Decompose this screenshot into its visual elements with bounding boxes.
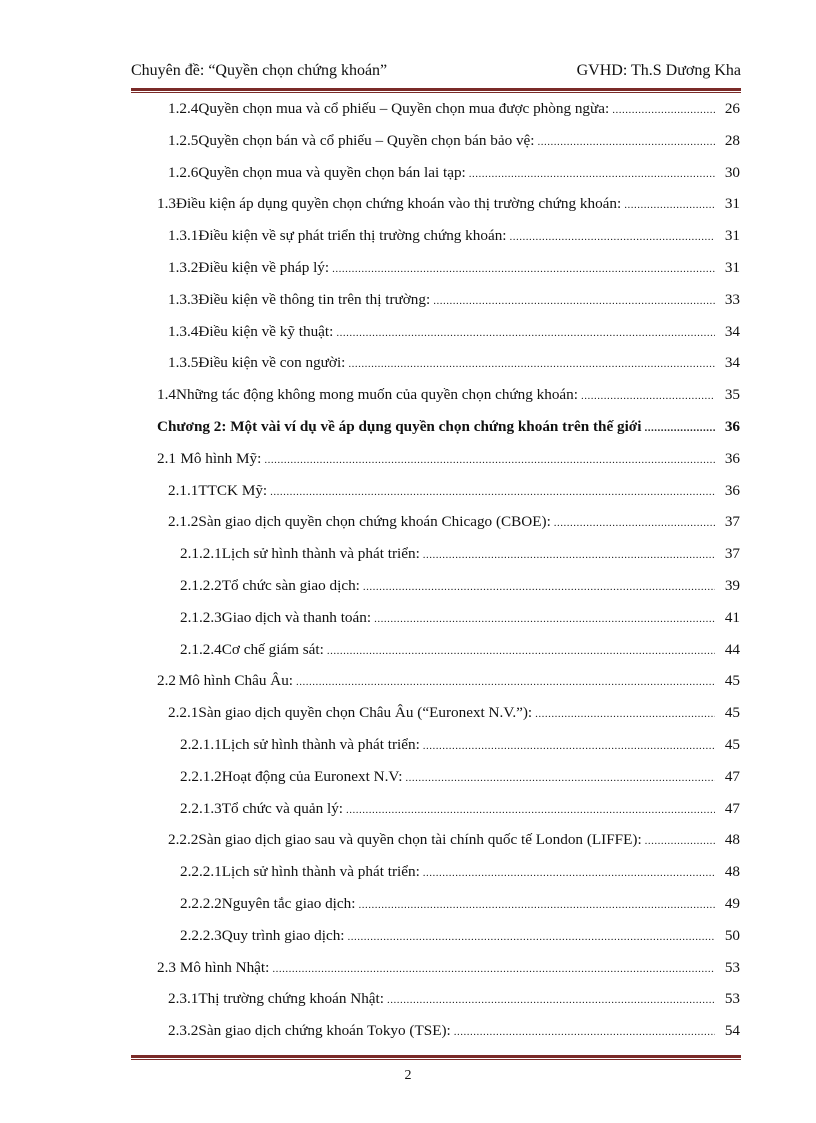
toc-entry-title: TTCK Mỹ: [198, 481, 268, 499]
page-header [131, 62, 741, 84]
header-topic: Chuyên đề: “Quyền chọn chứng khoán” [131, 62, 388, 79]
toc-entry[interactable] [180, 736, 740, 760]
toc-entry-number: 2.1.2 [168, 513, 199, 531]
toc-entry-title: Quyền chọn bán và cổ phiếu – Quyền chọn bán bảo vệ: [198, 131, 535, 149]
toc-entry-number: 2.2.1.2 [180, 767, 222, 785]
toc-entry-number: 2.1.2.1 [180, 545, 222, 563]
toc-entry-title: Sàn giao dịch quyền chọn Châu Âu (“Euronext N.V.”): [198, 704, 533, 722]
toc-entry[interactable] [180, 895, 740, 919]
toc-entry-leader-dots [535, 708, 715, 720]
toc-entry[interactable] [180, 545, 740, 569]
toc-entry-title: Thị trường chứng khoán Nhật: [198, 990, 384, 1008]
toc-entry-title: Mô hình Mỹ: [180, 449, 262, 467]
toc-entry-page: 26 [724, 100, 740, 117]
toc-entry[interactable] [168, 354, 740, 378]
toc-entry-title: Quyền chọn mua và quyền chọn bán lai tạp: [198, 163, 466, 181]
toc-entry-title: Điều kiện về sự phát triển thị trường chứng khoán: [198, 227, 507, 245]
toc-entry-number: 2.2.2 [168, 831, 199, 849]
toc-entry-leader-dots [612, 104, 715, 116]
toc-entry[interactable] [180, 609, 740, 633]
toc-entry-title: Sàn giao dịch chứng khoán Tokyo (TSE): [198, 1022, 451, 1040]
toc-entry-title: Hoạt động của Euronext N.V: [221, 767, 403, 785]
toc-entry[interactable] [168, 1022, 740, 1046]
toc-entry-page: 45 [724, 736, 740, 753]
toc-entry[interactable] [168, 164, 740, 188]
toc-entry-page: 45 [724, 672, 740, 690]
toc-entry-page: 33 [724, 290, 740, 308]
toc-entry-leader-dots [645, 835, 715, 847]
toc-entry[interactable] [157, 418, 740, 442]
toc-entry-leader-dots [510, 231, 715, 243]
toc-entry-number: 1.2.6 [168, 163, 199, 181]
toc-entry-leader-dots [272, 963, 715, 975]
toc-entry-page: 47 [724, 767, 740, 785]
toc-entry-leader-dots [332, 263, 715, 275]
toc-entry-page: 31 [724, 227, 740, 245]
toc-entry-number: 1.3.5 [168, 354, 199, 372]
toc-entry[interactable] [180, 577, 740, 601]
toc-entry-number: 2.3.2 [168, 1022, 199, 1040]
toc-entry-title: Mô hình Nhật: [179, 958, 270, 976]
toc-entry-title: Điều kiện áp dụng quyền chọn chứng khoán vào thị trường chứng khoán: [175, 195, 622, 213]
toc-entry[interactable] [168, 259, 740, 283]
toc-entry-title: Lịch sử hình thành và phát triển: [221, 545, 420, 563]
toc-entry-number: 1.2.4 [168, 100, 199, 117]
toc-entry-leader-dots [423, 740, 715, 752]
toc-entry-page: 50 [724, 926, 740, 944]
toc-entry[interactable] [157, 195, 740, 219]
toc-entry[interactable] [180, 927, 740, 951]
toc-entry-leader-dots [336, 327, 715, 339]
toc-entry[interactable] [157, 959, 740, 983]
toc-entry-leader-dots [581, 390, 715, 402]
toc-entry-title: Lịch sử hình thành và phát triển: [221, 736, 420, 753]
toc-entry-number: 2.2.1.3 [180, 799, 222, 817]
toc-entry-page: 37 [724, 545, 740, 563]
toc-entry-page: 48 [724, 863, 740, 881]
toc-entry-number: 1.2.5 [168, 131, 199, 149]
toc-entry-number: 2.1.2.2 [180, 577, 222, 594]
toc-entry[interactable] [157, 450, 740, 474]
toc-entry-page: 48 [724, 831, 740, 849]
toc-entry-leader-dots [554, 517, 715, 529]
toc-entry-page: 53 [724, 958, 740, 976]
toc-entry-page: 39 [724, 577, 740, 594]
toc-entry[interactable] [168, 990, 740, 1014]
toc-entry-page: 41 [724, 608, 740, 626]
toc-entry-page: 30 [724, 163, 740, 181]
toc-entry-leader-dots [327, 645, 715, 657]
toc-entry-number: 2.2.2.1 [180, 863, 222, 881]
toc-entry-title: Lịch sử hình thành và phát triển: [221, 863, 420, 881]
toc-entry-leader-dots [644, 422, 715, 434]
toc-entry-leader-dots [423, 867, 715, 879]
toc-entry-page: 36 [724, 449, 740, 467]
toc-entry-page: 44 [724, 640, 740, 658]
toc-entry-number: 2.2.1.1 [180, 736, 222, 753]
toc-entry-leader-dots [348, 931, 715, 943]
toc-entry-title: Quyền chọn mua và cổ phiếu – Quyền chọn mua được phòng ngừa: [198, 100, 610, 117]
toc-entry-page: 35 [724, 386, 740, 404]
toc-entry-number: 2.2 [157, 672, 176, 690]
toc-entry-number: 2.1.2.3 [180, 608, 222, 626]
toc-entry-number: 2.2.1 [168, 704, 199, 722]
toc-entry-number: 2.1.2.4 [180, 640, 222, 658]
page-number: 2 [404, 1068, 412, 1083]
toc-entry-number: 1.3.1 [168, 227, 199, 245]
toc-entry-page: 34 [724, 322, 740, 340]
toc-entry-title: Nguyên tắc giao dịch: [221, 895, 356, 912]
toc-entry-number: 1.3 [157, 195, 176, 213]
toc-entry-page: 54 [724, 1022, 740, 1040]
toc-entry[interactable] [168, 100, 740, 124]
toc-entry-title: Điều kiện về pháp lý: [198, 259, 330, 276]
toc-entry-leader-dots [423, 549, 715, 561]
footer-rule [131, 1055, 741, 1060]
toc-entry-title: Sàn giao dịch quyền chọn chứng khoán Chicago (CBOE): [198, 513, 551, 531]
toc-entry-title: Điều kiện về con người: [198, 354, 346, 372]
toc-entry-page: 34 [724, 354, 740, 372]
toc-entry-title: Cơ chế giám sát: [221, 640, 324, 658]
toc-entry-leader-dots [270, 486, 715, 498]
toc-entry-title: Giao dịch và thanh toán: [221, 608, 372, 626]
toc-entry-number: 1.3.2 [168, 259, 199, 276]
header-rule [131, 88, 741, 93]
toc-entry-page: 28 [724, 131, 740, 149]
toc-entry-title: Điều kiện về thông tin trên thị trường: [198, 290, 431, 308]
toc-entry-title: Những tác động không mong muốn của quyền chọn chứng khoán: [175, 386, 578, 404]
toc-entry[interactable] [168, 513, 740, 537]
toc-entry-page: 45 [724, 704, 740, 722]
toc-entry-leader-dots [469, 168, 715, 180]
toc-entry-page: 31 [724, 195, 740, 213]
toc-entry[interactable] [168, 323, 740, 347]
toc-entry-leader-dots [624, 199, 715, 211]
toc-entry-leader-dots [538, 136, 715, 148]
toc-entry-title: Mô hình Châu Âu: [178, 672, 294, 690]
toc-entry-number: 2.3 [157, 958, 176, 976]
toc-entry[interactable] [157, 672, 740, 696]
toc-entry-number: 2.1.1 [168, 481, 199, 499]
toc-entry-page: 36 [724, 481, 740, 499]
toc-entry[interactable] [168, 482, 740, 506]
toc-entry-number: 1.3.3 [168, 290, 199, 308]
toc-entry-page: 53 [724, 990, 740, 1008]
toc-entry-page: 49 [724, 895, 740, 912]
toc-entry-number: 2.1 [157, 449, 176, 467]
toc-entry-page: 36 [724, 418, 740, 435]
toc-entry[interactable] [168, 132, 740, 156]
toc-entry[interactable] [180, 800, 740, 824]
toc-entry-leader-dots [348, 358, 715, 370]
toc-entry-leader-dots [374, 613, 715, 625]
toc-entry-number: 2.2.2.2 [180, 895, 222, 912]
toc-entry-title: Quy trình giao dịch: [221, 926, 345, 944]
toc-entry-leader-dots [358, 899, 715, 911]
toc-entry-title: Tổ chức sàn giao dịch: [221, 577, 360, 594]
toc-entry[interactable] [180, 768, 740, 792]
toc-entry-title: Điều kiện về kỹ thuật: [198, 322, 334, 340]
toc-entry[interactable] [157, 386, 740, 410]
toc-entry[interactable] [180, 863, 740, 887]
toc-entry-leader-dots [363, 581, 715, 593]
toc-entry-title: Sàn giao dịch giao sau và quyền chọn tài chính quốc tế London (LIFFE): [198, 831, 642, 849]
toc-entry-leader-dots [387, 994, 715, 1006]
toc-entry-page: 47 [724, 799, 740, 817]
toc-entry-leader-dots [433, 295, 715, 307]
toc-entry-title: Chương 2: Một vài ví dụ về áp dụng quyền chọn chứng khoán trên thế giới [157, 418, 642, 435]
header-advisor: GVHD: Th.S Dương Kha [576, 62, 741, 79]
toc-entry-title: Tổ chức và quản lý: [221, 799, 344, 817]
toc-entry-leader-dots [454, 1026, 715, 1038]
toc-entry[interactable] [168, 291, 740, 315]
toc-entry-page: 31 [724, 259, 740, 276]
toc-entry[interactable] [180, 641, 740, 665]
toc-entry-number: 2.3.1 [168, 990, 199, 1008]
toc-entry-leader-dots [405, 772, 715, 784]
toc-entry[interactable] [168, 704, 740, 728]
toc-entry-leader-dots [264, 454, 715, 466]
toc-entry-number: 2.2.2.3 [180, 926, 222, 944]
toc-entry[interactable] [168, 227, 740, 251]
toc-entry-leader-dots [296, 676, 715, 688]
toc-entry[interactable] [168, 831, 740, 855]
toc-entry-leader-dots [346, 804, 715, 816]
toc-entry-number: 1.3.4 [168, 322, 199, 340]
toc-entry-page: 37 [724, 513, 740, 531]
toc-entry-number: 1.4 [157, 386, 176, 404]
